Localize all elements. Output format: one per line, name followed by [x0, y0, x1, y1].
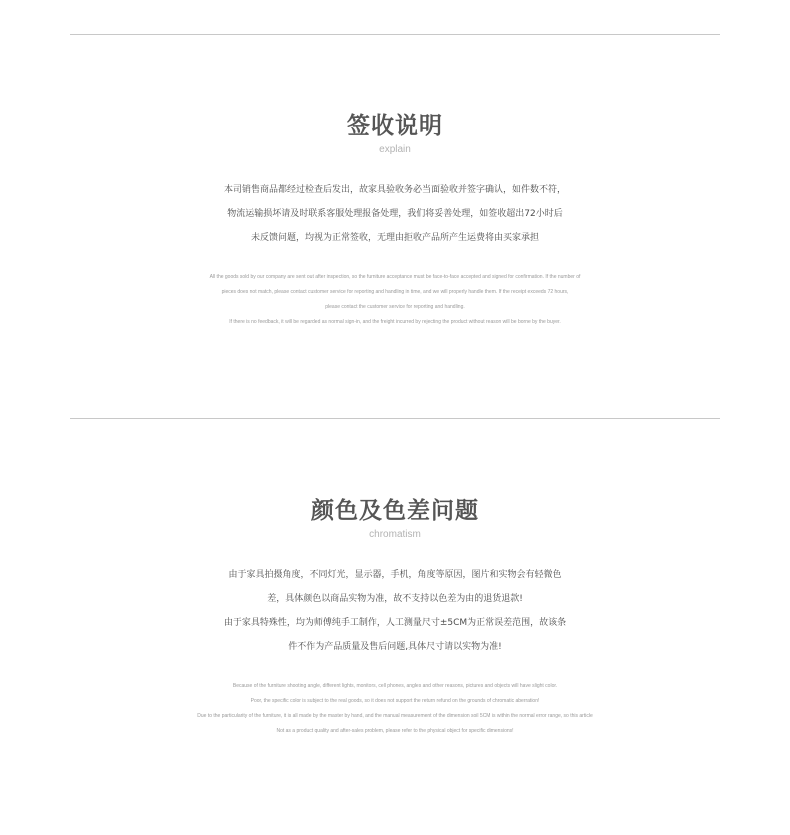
chromatism-en-line: Not as a product quality and after-sales problem, please refer to the physical object for specific dimensions!	[276, 728, 514, 734]
middle-divider	[70, 418, 720, 419]
signing-zh-line: 本司销售商品都经过检查后发出，故家具验收务必当面验收并签字确认，如件数不符，	[223, 185, 566, 195]
signing-en-text	[0, 270, 790, 330]
chromatism-en-line: Poor, the specific color is subject to the real goods, so it does not support the return refund on the grounds of chromatic aberration!	[250, 698, 540, 704]
chromatism-zh-line: 差，具体颜色以商品实物为准，故不支持以色差为由的退货退款!	[267, 594, 523, 604]
top-divider	[70, 34, 720, 35]
signing-en-line: please contact the customer service for reporting and handling.	[325, 304, 465, 310]
chromatism-zh-line: 件不作为产品质量及售后问题,具体尺寸请以实物为准!	[288, 642, 502, 652]
chromatism-en-line: Because of the furniture shooting angle, different lights, monitors, cell phones, angles and other reasons, pictures and objects will have slight color.	[232, 683, 558, 689]
chromatism-zh-text	[0, 563, 790, 659]
chromatism-subtitle: chromatism	[369, 529, 421, 540]
signing-section	[0, 112, 790, 330]
chromatism-title: 颜色及色差问题	[311, 498, 479, 524]
signing-subtitle: explain	[379, 144, 411, 155]
chromatism-zh-line: 由于家具拍摄角度，不同灯光，显示器，手机，角度等原因，图片和实物会有轻微色	[228, 570, 562, 580]
signing-zh-line: 未反馈问题，均视为正常签收，无理由拒收产品所产生运费将由买家承担	[250, 233, 539, 243]
signing-title: 签收说明	[347, 113, 443, 139]
signing-zh-text	[0, 178, 790, 250]
chromatism-section	[0, 497, 790, 739]
chromatism-en-text	[0, 679, 790, 739]
signing-zh-line: 物流运输损坏请及时联系客服处理报备处理，我们将妥善处理，如签收超出72小时后	[227, 209, 563, 219]
signing-en-line: If there is no feedback, it will be regarded as normal sign-in, and the freight incurred by rejecting the product without reason will be borne by the buyer.	[229, 319, 561, 325]
chromatism-en-line: Due to the particularity of the furniture, it is all made by the master by hand, and the manual measurement of the dimension soil 5CM is within the normal error range, so this article	[197, 713, 593, 719]
signing-en-line: All the goods sold by our company are sent out after inspection, so the furniture acceptance must be face-to-face accepted and signed for confirmation. If the number of	[209, 274, 581, 280]
chromatism-zh-line: 由于家具特殊性，均为师傅纯手工制作，人工测量尺寸±5CM为正常误差范围，故该条	[223, 618, 567, 628]
signing-en-line: pieces does not match, please contact customer service for reporting and handling in time, and we will properly handle them. If the receipt exceeds 72 hours,	[221, 289, 569, 295]
